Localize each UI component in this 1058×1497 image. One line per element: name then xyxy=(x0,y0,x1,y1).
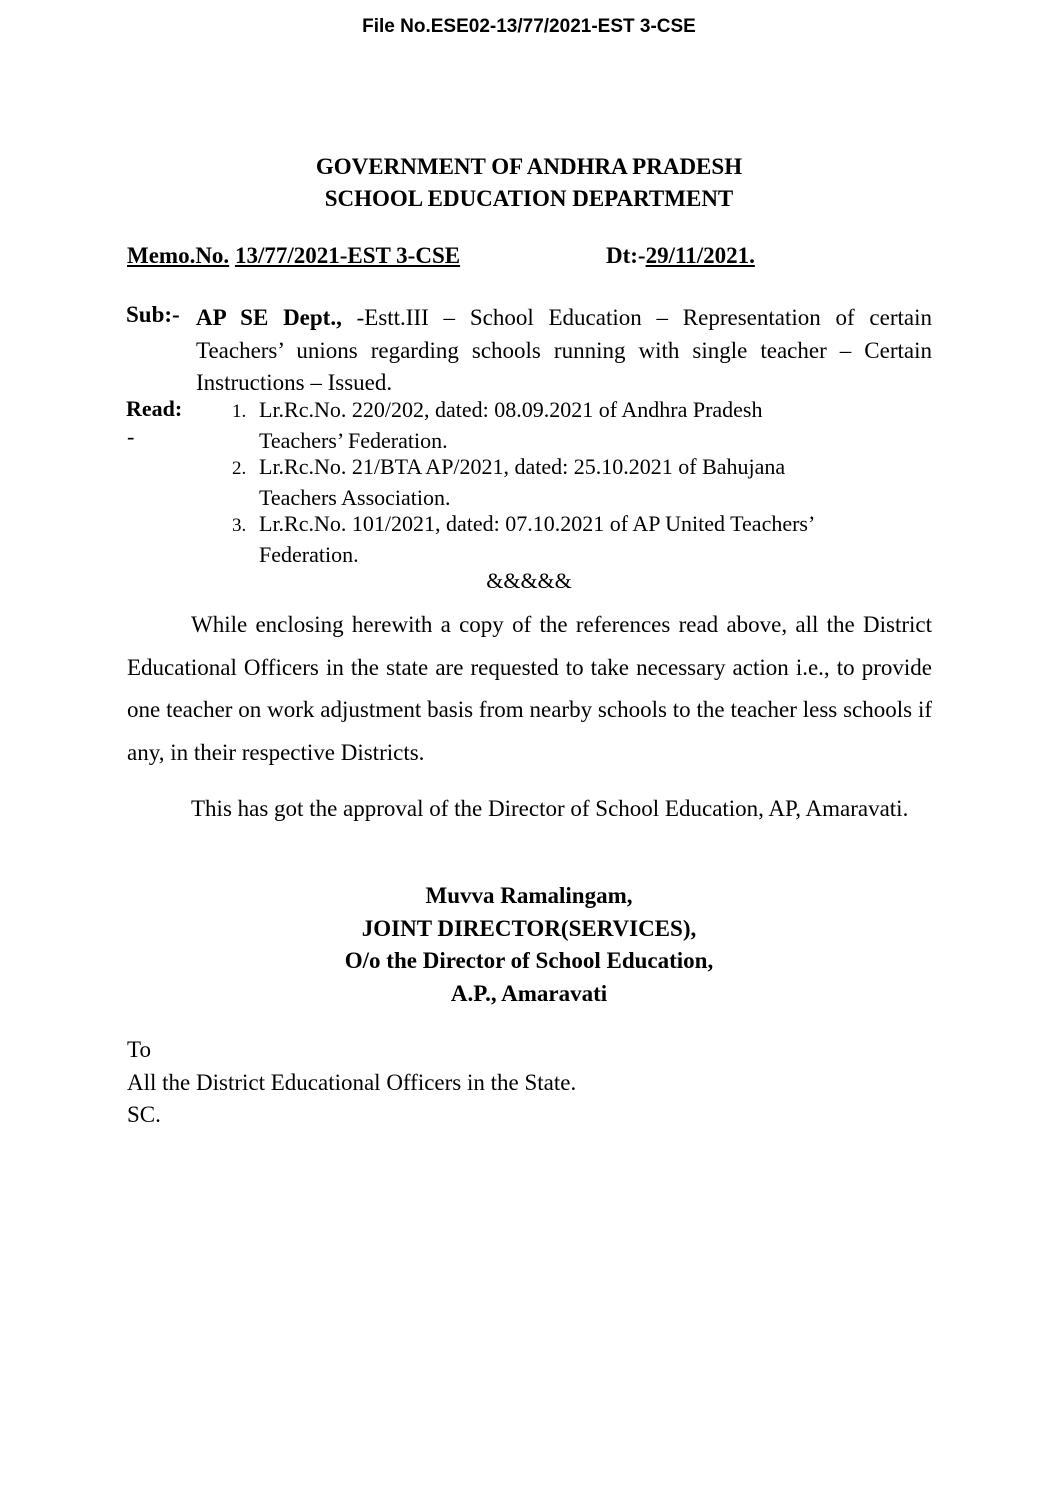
memo-number xyxy=(127,243,460,269)
copy-to: SC. xyxy=(127,1102,161,1127)
subject-body: -Estt.III – School Education – Representation of certain Teachers’ unions regarding schools running with single teacher – Certain Instructions – Issued. xyxy=(196,305,933,395)
memo-date xyxy=(606,243,755,269)
addressee: All the District Educational Officers in the State. xyxy=(127,1069,577,1095)
read-dash: - xyxy=(127,424,135,449)
memo-date-label: Dt:- xyxy=(606,243,646,268)
read-label: Read: xyxy=(126,396,183,421)
signatory-name: Muvva Ramalingam, xyxy=(425,883,633,908)
reference-number: 3. xyxy=(232,515,247,536)
recipients-block xyxy=(127,1034,576,1132)
signature-block xyxy=(0,880,1058,1010)
memo-date-value: 29/11/2021. xyxy=(645,243,755,268)
reference-line: Lr.Rc.No. 220/202, dated: 08.09.2021 of Andhra Pradesh xyxy=(259,397,763,422)
reference-number: 2. xyxy=(232,458,247,479)
reference-line: Lr.Rc.No. 21/BTA AP/2021, dated: 25.10.2021 of Bahujana xyxy=(259,454,786,479)
file-number: File No.ESE02-13/77/2021-EST 3-CSE xyxy=(362,16,696,37)
signatory-location: A.P., Amaravati xyxy=(450,980,608,1006)
section-separator: &&&&& xyxy=(486,568,572,593)
body-paragraph-2: This has got the approval of the Director of School Education, AP, Amaravati. xyxy=(191,796,909,821)
reference-line: Lr.Rc.No. 101/2021, dated: 07.10.2021 of AP United Teachers’ xyxy=(259,511,816,536)
memo-label: Memo.No. xyxy=(127,243,230,268)
reference-line: Federation. xyxy=(259,541,359,567)
subject-label: Sub:- xyxy=(126,302,180,327)
subject-text xyxy=(196,302,932,400)
signatory-office: O/o the Director of School Education, xyxy=(344,948,714,973)
reference-item xyxy=(232,396,932,455)
reference-item xyxy=(232,510,932,569)
to-label: To xyxy=(127,1037,151,1062)
reference-line: Teachers’ Federation. xyxy=(259,427,448,453)
department-heading: SCHOOL EDUCATION DEPARTMENT xyxy=(324,186,734,211)
memo-number-value: 13/77/2021-EST 3-CSE xyxy=(234,243,461,268)
body-paragraph-1: While enclosing herewith a copy of the references read above, all the District Educational Officers in the state are requested to take necessary action i.e., to provide one teacher on work adjustment basis from nearby schools to the teacher less schools if any, in their respective Districts. xyxy=(127,612,932,765)
government-heading: GOVERNMENT OF ANDHRA PRADESH xyxy=(315,154,743,179)
subject-lead: AP SE Dept., xyxy=(196,305,342,330)
reference-line: Teachers Association. xyxy=(259,484,451,510)
reference-number: 1. xyxy=(232,401,247,422)
reference-item xyxy=(232,453,932,512)
signatory-designation: JOINT DIRECTOR(SERVICES), xyxy=(361,915,697,941)
